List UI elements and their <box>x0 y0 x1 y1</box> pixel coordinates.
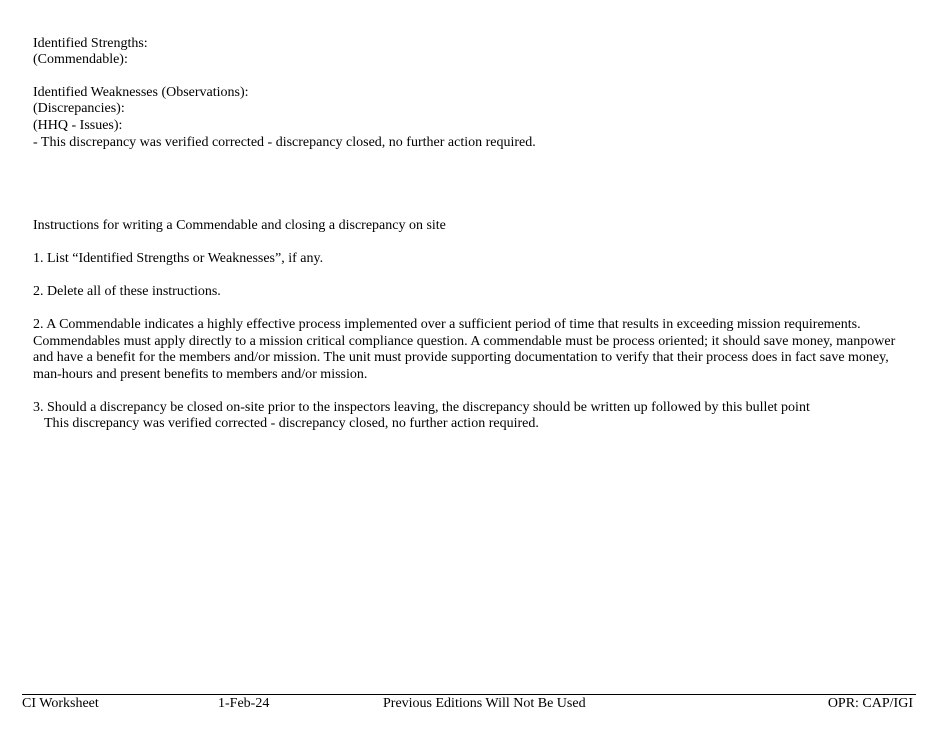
instruction-commendable-item: 2. A Commendable indicates a highly effective process implemented over a sufficient period of time that results in exceeding mission requirements. Commendables must apply directly to a mission critical compliance question. A commendable must be process oriented; it should save money, manpower and have a benefit for the members and/or mission. The unit must provide supporting documentation to verify that their process does in fact save money, man-hours and present benefits to members and/or mission. <box>33 317 896 383</box>
hhq-issues-heading: (HHQ - Issues): <box>33 118 123 133</box>
footer-date: 1-Feb-24 <box>218 696 270 711</box>
strengths-heading: Identified Strengths: <box>33 36 148 51</box>
footer-form-name: CI Worksheet <box>22 696 99 711</box>
footer-notice: Previous Editions Will Not Be Used <box>383 696 586 711</box>
footer-opr: OPR: CAP/IGI <box>827 696 913 711</box>
commendable-heading: (Commendable): <box>33 52 128 67</box>
instruction-discrepancy-item: 3. Should a discrepancy be closed on-site prior to the inspectors leaving, the discrepancy should be written up followed by this bullet point <box>33 400 810 415</box>
instruction-list-item: 1. List “Identified Strengths or Weaknesses”, if any. <box>33 251 324 266</box>
footer-divider <box>22 694 916 695</box>
weaknesses-heading: Identified Weaknesses (Observations): <box>33 85 249 100</box>
instructions-title: Instructions for writing a Commendable and closing a discrepancy on site <box>33 218 446 233</box>
instruction-delete-item: 2. Delete all of these instructions. <box>33 284 221 299</box>
instruction-discrepancy-bullet: This discrepancy was verified corrected - discrepancy closed, no further action required. <box>44 416 539 431</box>
discrepancies-heading: (Discrepancies): <box>33 101 125 116</box>
discrepancy-closed-bullet: - This discrepancy was verified corrected - discrepancy closed, no further action required. <box>33 135 536 150</box>
